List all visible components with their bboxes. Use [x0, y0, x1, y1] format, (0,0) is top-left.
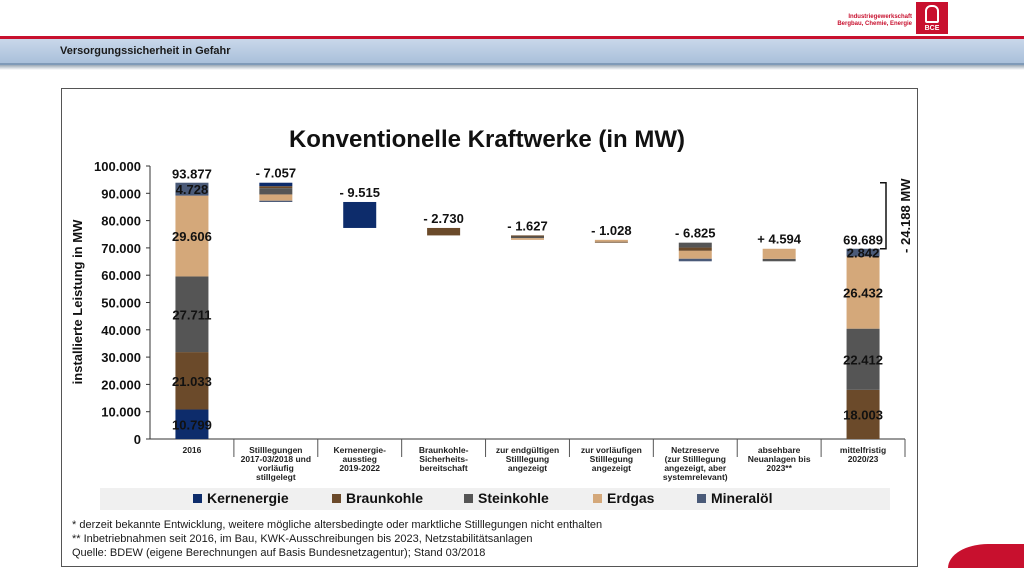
delta-label: - 9.515: [339, 184, 380, 200]
bar-total-label: 93.877: [172, 166, 212, 182]
segment-value-label: 10.799: [172, 417, 212, 433]
y-tick-label: 20.000: [101, 377, 141, 393]
category-label: systemrelevant): [662, 472, 728, 482]
bar-segment-steinkohle: [259, 188, 292, 194]
category-label: angezeigt, aber: [664, 463, 727, 473]
category-label: mittelfristig: [839, 445, 887, 455]
category-label: Netzreserve: [671, 445, 720, 455]
bar-segment-erdgas: [259, 194, 292, 200]
category-label: zur endgültigen: [495, 445, 560, 455]
category-label: 2023**: [766, 463, 792, 473]
bar-segment-steinkohle: [511, 237, 544, 239]
category-label: Braunkohle-: [418, 445, 469, 455]
footnote-1: * derzeit bekannte Entwicklung, weitere mögliche altersbedingte oder marktliche Stilllegungen nicht enthalten: [72, 519, 603, 531]
bar-segment-braunkohle: [679, 248, 712, 251]
y-tick-label: 80.000: [101, 213, 141, 229]
logo-label: BCE: [924, 25, 940, 32]
category-label: 2017-03/2018 und: [240, 454, 312, 464]
category-label: angezeigt: [591, 463, 631, 473]
y-tick-label: 100.000: [94, 159, 141, 174]
segment-value-label: 18.003: [843, 407, 883, 423]
bar-segment-erdgas: [679, 251, 712, 259]
segment-value-label: 29.606: [172, 229, 212, 245]
difference-annotation: - 24.188 MW: [898, 178, 913, 253]
category-label: absehbare: [757, 445, 801, 455]
delta-label: - 6.825: [675, 225, 716, 241]
bar-segment-braunkohle: [511, 235, 544, 236]
y-tick-label: 30.000: [101, 350, 141, 366]
delta-label: - 7.057: [255, 165, 297, 181]
category-label: Kernenergie-: [333, 445, 386, 455]
y-tick-label: 70.000: [101, 240, 141, 256]
bar-segment-braunkohle: [595, 242, 628, 243]
bar-segment-mineralöl: [259, 201, 292, 202]
category-label: stillgelegt: [255, 472, 296, 482]
segment-value-label: 26.432: [843, 285, 883, 301]
y-tick-label: 40.000: [101, 322, 141, 338]
legend-swatch-erdgas: [593, 494, 602, 503]
category-label: zur vorläufigen: [580, 445, 642, 455]
bar-segment-erdgas: [763, 249, 796, 259]
y-tick-label: 90.000: [101, 186, 141, 202]
legend-swatch-braunkohle: [332, 494, 341, 503]
segment-value-label: 4.728: [175, 182, 209, 198]
page-title: Versorgungssicherheit in Gefahr: [60, 45, 231, 57]
legend-label: Mineralöl: [711, 490, 773, 506]
segment-value-label: 27.711: [172, 307, 212, 323]
y-axis-label: installierte Leistung in MW: [70, 219, 85, 385]
bar-segment-braunkohle: [259, 186, 292, 188]
legend-label: Kernenergie: [207, 490, 289, 506]
legend-swatch-mineralöl: [697, 494, 706, 503]
legend-label: Erdgas: [607, 490, 655, 506]
delta-label: + 4.594: [757, 231, 802, 247]
category-label: Sicherheits-: [419, 454, 468, 464]
bar-segment-mineralöl: [679, 259, 712, 262]
legend-swatch-steinkohle: [464, 494, 473, 503]
category-label: bereitschaft: [419, 463, 468, 473]
category-label: Stilllegungen: [249, 445, 303, 455]
bar-segment-steinkohle: [763, 259, 796, 261]
delta-label: - 2.730: [423, 210, 464, 226]
category-label: ausstieg: [342, 454, 377, 464]
category-label: angezeigt: [507, 463, 548, 473]
segment-value-label: 21.033: [172, 373, 212, 389]
category-label: Neuanlagen bis: [747, 454, 811, 464]
footnote-2: ** Inbetriebnahmen seit 2016, im Bau, KWK-Ausschreibungen bis 2023, Netzstabilitätsanlagen: [72, 533, 533, 545]
segment-value-label: 2.842: [846, 245, 880, 261]
y-tick-label: 50.000: [101, 295, 141, 311]
bar-total-label: 69.689: [843, 232, 883, 248]
category-label: vorläufig: [257, 463, 294, 473]
category-label: 2016: [182, 445, 202, 455]
legend-label: Braunkohle: [346, 490, 424, 506]
y-tick-label: 0: [133, 432, 141, 447]
bar-segment-steinkohle: [679, 243, 712, 248]
delta-label: - 1.028: [591, 222, 632, 238]
logo-line-2: Bergbau, Chemie, Energie: [837, 21, 912, 27]
category-label: (zur Stilllegung: [664, 454, 726, 464]
footnote-3: Quelle: BDEW (eigene Berechnungen auf Basis Bundesnetzagentur); Stand 03/2018: [72, 547, 486, 559]
y-tick-label: 10.000: [101, 404, 141, 420]
y-tick-label: 60.000: [101, 268, 141, 284]
category-label: 2020/23: [847, 454, 879, 464]
legend-label: Steinkohle: [478, 490, 549, 506]
bar-segment-erdgas: [511, 238, 544, 240]
segment-value-label: 22.412: [843, 352, 883, 368]
delta-label: - 1.627: [507, 218, 548, 234]
bar-segment-kernenergie: [343, 202, 376, 228]
category-label: 2019-2022: [339, 463, 381, 473]
bar-segment-erdgas: [595, 240, 628, 242]
bar-segment-braunkohle: [427, 228, 460, 235]
legend-swatch-kernenergie: [193, 494, 202, 503]
category-label: Stilllegung: [589, 454, 634, 464]
chart-title: Konventionelle Kraftwerke (in MW): [288, 126, 686, 153]
category-label: Stilllegung: [505, 454, 550, 464]
logo-line-1: Industriegewerkschaft: [848, 14, 912, 20]
bar-segment-kernenergie: [259, 183, 292, 187]
